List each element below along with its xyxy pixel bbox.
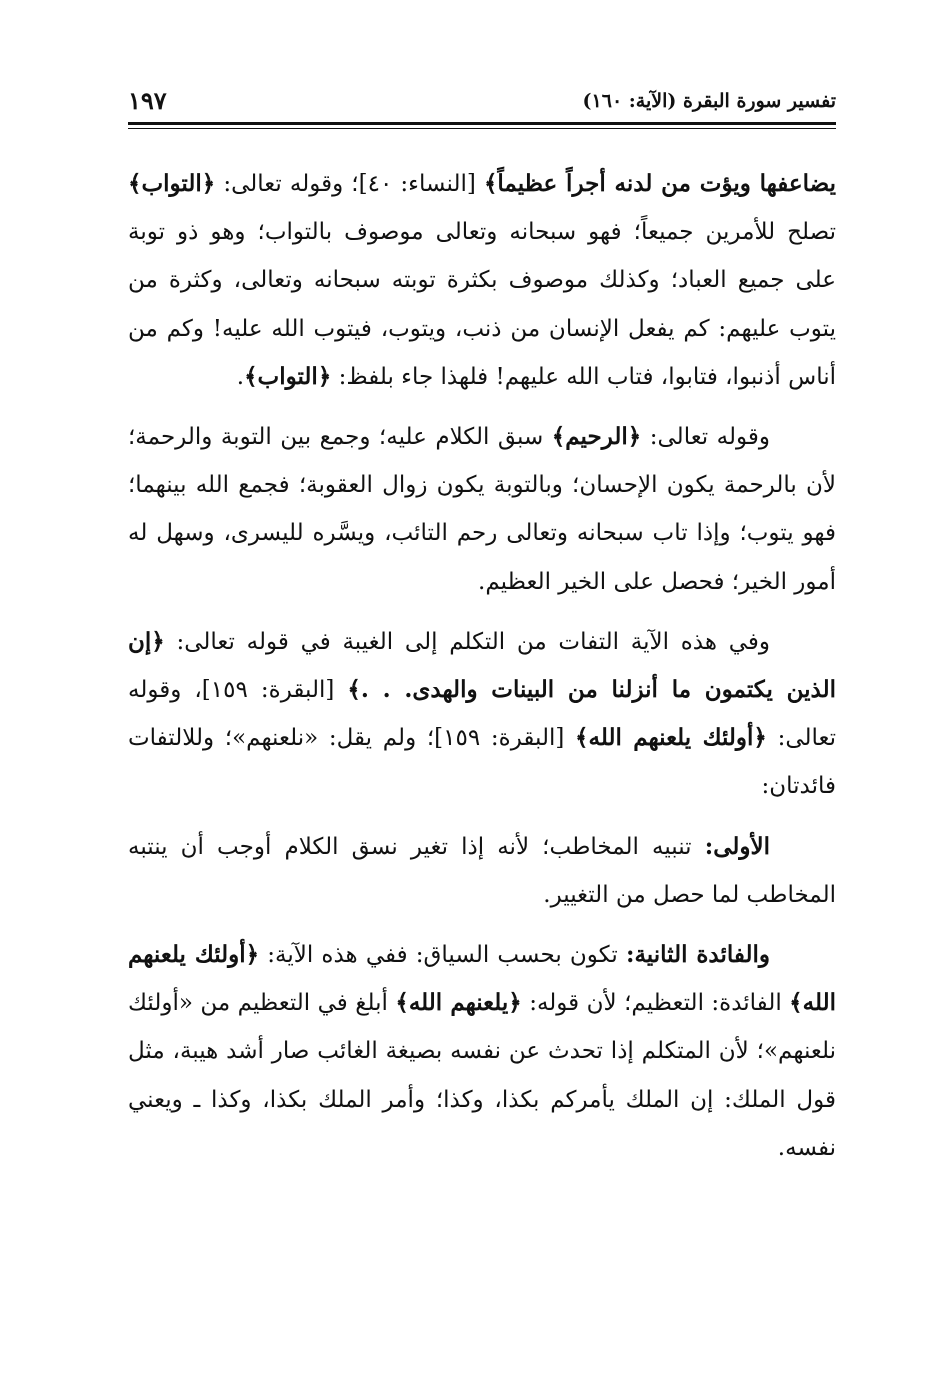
text-run: وقوله تعالى:: [641, 424, 770, 451]
text-run: [البقرة: ١٥٩]؛ ولم يقل: «نلعنهم»؛ وللالتفات فائدتان:: [128, 725, 836, 800]
paragraph-3: [128, 618, 836, 811]
text-run: وفي هذه الآية التفات من التكلم إلى الغيبة في قوله تعالى:: [164, 628, 770, 655]
body-text: [128, 160, 836, 1184]
text-run: [البقرة: ١٥٩]، وقوله تعالى:: [128, 677, 837, 752]
page-number: ١٩٧: [128, 86, 167, 115]
text-run: تنبيه المخاطب؛ لأنه إذا تغير نسق الكلام أوجب أن ينتبه المخاطب لما حصل من التغيير.: [128, 833, 836, 908]
text-run: سبق الكلام عليه؛ وجمع بين التوبة والرحمة؛ لأن بالرحمة يكون الإحسان؛ وبالتوبة يكون زوال العقوبة؛ فجمع الله بينهما؛ فهو يتوب؛ وإذا تاب سبحانه وتعالى رحم التائب، ويسَّره لليسرى، وسهل له أمور الخير؛ فحصل على الخير العظيم.: [128, 424, 836, 595]
running-title: تفسير سورة البقرة (الآية: ١٦٠): [582, 90, 836, 112]
quran-quote: ﴿أولئك يلعنهم الله﴾: [128, 941, 836, 1017]
paragraph-4: [128, 823, 836, 919]
quran-quote: ﴿إن الذين يكتمون ما أنزلنا من البينات والهدى. . .﴾: [128, 627, 837, 704]
header-rule-thick: [128, 122, 836, 125]
quran-quote: ﴿الرحيم﴾: [551, 423, 642, 451]
quran-quote: ﴿يلعنهم الله﴾: [395, 989, 522, 1017]
header-rule-thin: [128, 128, 836, 129]
text-run: الفائدة: التعظيم؛ لأن قوله:: [521, 990, 790, 1017]
text-run: تكون بحسب السياق: ففي هذه الآية:: [259, 942, 626, 969]
paragraph-5: [128, 931, 836, 1172]
quran-quote: ﴿التواب﴾: [244, 362, 332, 390]
page-header: [128, 84, 836, 124]
section-lead: الأولى:: [704, 832, 770, 860]
quran-quote: يضاعفها ويؤت من لدنه أجراً عظيماً﴾: [483, 170, 836, 197]
text-run: [النساء: ٤٠]؛ وقوله تعالى:: [215, 171, 484, 197]
quran-quote: ﴿التواب﴾: [128, 170, 216, 197]
quran-quote: ﴿أولئك يلعنهم الله﴾: [575, 724, 767, 752]
text-run: تصلح للأمرين جميعاً؛ فهو سبحانه وتعالى موصوف بالتواب؛ وهو ذو توبة على جميع العباد؛ وكذلك موصوف بكثرة توبته سبحانه وتعالى، وكثرة من يتوب عليهم: كم يفعل الإنسان من ذنب، ويتوب، فيتوب الله عليه! وكم من أناس أذنبوا، فتابوا، فتاب الله عليهم! فلهذا جاء بلفظ:: [128, 219, 836, 390]
section-lead: والفائدة الثانية:: [625, 941, 770, 969]
text-run: أبلغ في التعظيم من «أولئك نلعنهم»؛ لأن المتكلم إذا تحدث عن نفسه بصيغة الغائب صار أشد هيبة، مثل قول الملك: إن الملك يأمركم بكذا، وكذا؛ وأمر الملك بكذا، وكذا ـ ويعني نفسه.: [128, 990, 836, 1161]
text-run: .: [236, 363, 245, 390]
paragraph-2: [128, 413, 836, 606]
paragraph-1: [128, 160, 836, 401]
